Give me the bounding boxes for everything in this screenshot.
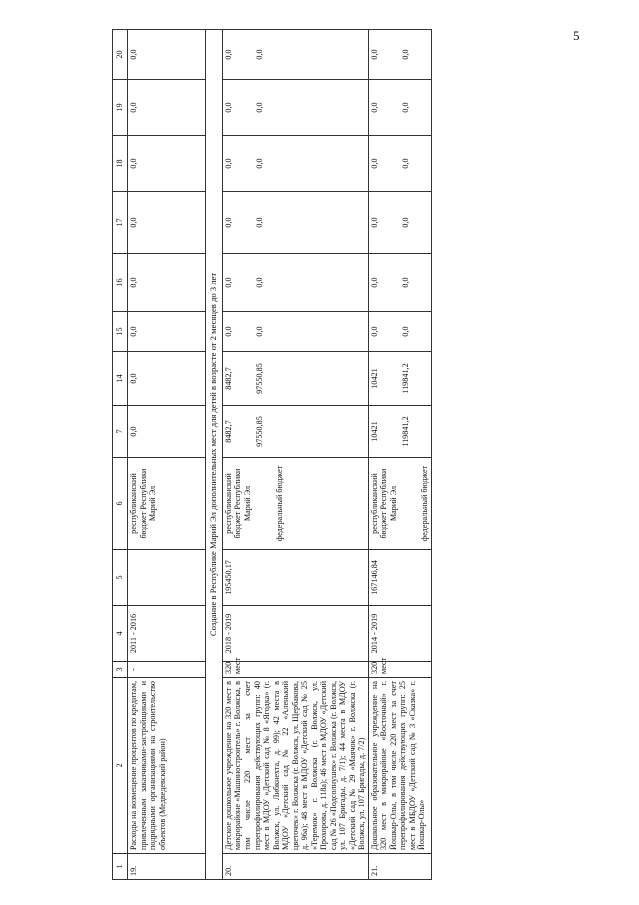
header-cell: 15	[113, 312, 128, 352]
table-row	[128, 30, 206, 880]
value-cell	[368, 192, 431, 254]
funding-source: федеральный бюджет	[420, 465, 430, 542]
object-name: Детское дошкольное учреждение на 320 мест в микрорайоне «Машиностроитель» г. Волжска, в том числе 220 мест за счет перепрофилирования действующих групп: 40 мест в МДОУ «Детский сад № 8 «Ягодка» (г. Волжск, ул. Либкнехта, д. 99); 42 места в МДОУ «Детский сад № 22 «Аленький цветочек» г. Волжска (г. Волжск, ул. Щербакова, д. 96а); 48 мест в МДОУ «Детский сад № 25 «Теремок» г. Волжска (г. Волжск, ул. Прохорова, д. 118а); 46 мест в МДОУ «Детский сад № 26 «Подсолнушек» г. Волжска (г. Волжск, ул. 107 Бригады, д. 7/1); 44 места в МДОУ «Детский сад № 29 «Маячок» г. Волжска (г. Волжск, ул. 107 Бригады, д. 7/2)	[222, 678, 368, 854]
capacity: 320 мест	[222, 662, 368, 678]
value: 8482,7	[223, 367, 233, 390]
value-cell	[222, 406, 368, 458]
value: 0,0	[255, 326, 265, 337]
header-cell: 1	[113, 854, 128, 880]
value-cell: 0,0	[128, 254, 206, 312]
object-name: Расходы на возмещение процентов по кредитам, привлеченным заказчиками-застройщиками и подрядными организациями на строительство объектов (Медведевский район)	[128, 678, 206, 854]
estimated-cost: 167146,84	[368, 550, 431, 606]
object-name: Дошкольное образовательное учреждение на 320 мест в микрорайоне «Восточный» г. Йошкар-Олы, в том числе 220 мест за счет перепрофилирования действующих групп: 25 мест в МБДОУ «Детский сад № 3 «Сказка» г. Йошкар-Олы»	[368, 678, 431, 854]
header-cell: 7	[113, 406, 128, 458]
header-cell: 20	[113, 30, 128, 80]
header-cell: 17	[113, 192, 128, 254]
row-number: 21.	[368, 854, 431, 880]
row-number: 20.	[222, 854, 368, 880]
value: 0,0	[401, 102, 411, 113]
value-cell	[368, 254, 431, 312]
section-title: Создание в Республике Марий Эл дополнительных мест для детей в возрасте от 2 месяцев до 3 лет	[206, 30, 223, 880]
table-row	[222, 30, 368, 880]
value: 0,0	[255, 277, 265, 288]
period: 2018 - 2019	[222, 606, 368, 662]
value: 0,0	[369, 102, 379, 113]
value: 0,0	[369, 277, 379, 288]
value-cell	[368, 136, 431, 192]
estimated-cost	[128, 550, 206, 606]
table-row	[368, 30, 431, 880]
funding-sources	[368, 458, 431, 550]
page-number: 5	[573, 28, 580, 43]
value: 0,0	[223, 277, 233, 288]
funding-source: республиканский бюджет Республики Марий Эл	[223, 468, 252, 539]
value-cell	[222, 136, 368, 192]
estimated-cost: 195450,17	[222, 550, 368, 606]
header-cell: 5	[113, 550, 128, 606]
value: 0,0	[255, 217, 265, 228]
capacity: 320 мест	[368, 662, 431, 678]
value-cell	[222, 312, 368, 352]
value: 8482,7	[223, 420, 233, 443]
value-cell	[368, 406, 431, 458]
value-cell	[222, 192, 368, 254]
value: 119841,2	[401, 416, 411, 447]
funding-source: федеральный бюджет	[274, 465, 284, 542]
row-number: 19.	[128, 854, 206, 880]
period: 2011 - 2016	[128, 606, 206, 662]
funding-source: республиканский бюджет Республики Марий Эл	[128, 458, 206, 550]
header-cell: 2	[113, 678, 128, 854]
value: 0,0	[401, 326, 411, 337]
period: 2014 - 2019	[368, 606, 431, 662]
header-cell: 3	[113, 662, 128, 678]
value: 0,0	[369, 217, 379, 228]
value: 0,0	[223, 158, 233, 169]
value: 0,0	[255, 102, 265, 113]
value-cell: 0,0	[128, 80, 206, 136]
value-cell	[222, 352, 368, 406]
value: 0,0	[401, 277, 411, 288]
value-cell	[368, 30, 431, 80]
value-cell	[368, 352, 431, 406]
value-cell	[368, 312, 431, 352]
section-row	[206, 30, 223, 880]
budget-table	[112, 29, 432, 880]
funding-source: республиканский бюджет Республики Марий Эл	[369, 468, 398, 539]
value: 0,0	[255, 49, 265, 60]
value-cell: 0,0	[128, 406, 206, 458]
value: 0,0	[401, 158, 411, 169]
value-cell: 0,0	[128, 136, 206, 192]
header-row	[113, 30, 128, 880]
value: 10421	[369, 368, 379, 389]
rotated-table-area	[112, 30, 612, 880]
value: 0,0	[223, 102, 233, 113]
value-cell: 0,0	[128, 312, 206, 352]
value-cell	[222, 30, 368, 80]
value-cell	[222, 254, 368, 312]
value: 119841,2	[401, 363, 411, 394]
funding-sources	[222, 458, 368, 550]
capacity: -	[128, 662, 206, 678]
value: 0,0	[369, 49, 379, 60]
value: 97550,85	[255, 416, 265, 447]
value: 0,0	[223, 326, 233, 337]
value: 0,0	[369, 158, 379, 169]
header-cell: 4	[113, 606, 128, 662]
value-cell: 0,0	[128, 192, 206, 254]
value: 0,0	[369, 326, 379, 337]
value-cell: 0,0	[128, 352, 206, 406]
header-cell: 19	[113, 80, 128, 136]
value: 97550,85	[255, 363, 265, 394]
header-cell: 18	[113, 136, 128, 192]
value: 0,0	[401, 49, 411, 60]
value-cell: 0,0	[128, 30, 206, 80]
value-cell	[368, 80, 431, 136]
header-cell: 16	[113, 254, 128, 312]
value: 10421	[369, 421, 379, 442]
value: 0,0	[223, 49, 233, 60]
header-cell: 6	[113, 458, 128, 550]
value-cell	[222, 80, 368, 136]
value: 0,0	[401, 217, 411, 228]
value: 0,0	[255, 158, 265, 169]
value: 0,0	[223, 217, 233, 228]
header-cell: 14	[113, 352, 128, 406]
